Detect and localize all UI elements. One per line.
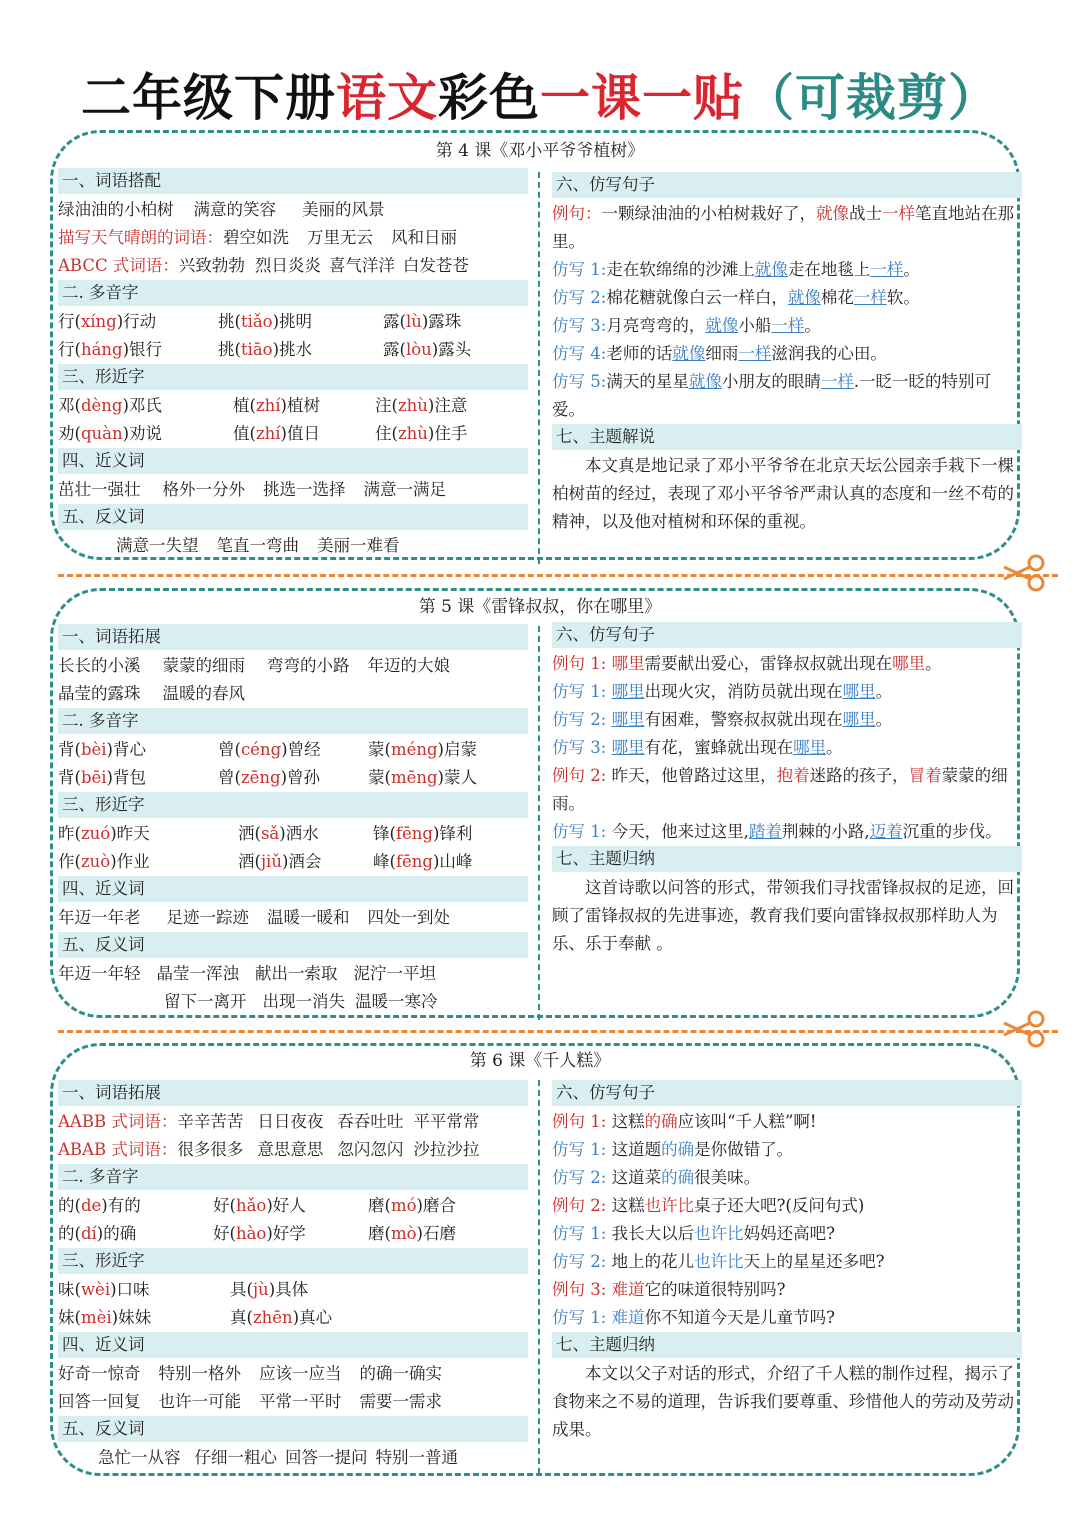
phrase: 辛辛苦苦: [177, 1112, 244, 1131]
section-header: 四、近义词: [58, 876, 528, 902]
polyphone-row: 背(bèi)背心 曾(céng)曾经 蒙(méng)启蒙: [58, 740, 477, 759]
row-label: 描写天气晴朗的词语：: [58, 228, 223, 247]
phrase: 意思意思: [257, 1140, 324, 1159]
section-header: 三、形近字: [58, 1248, 528, 1274]
imitation-sentence: 仿写 3:月亮弯弯的，就像小船一样。: [552, 316, 821, 335]
phrase: 碧空如洗: [223, 228, 289, 247]
column-divider: [538, 172, 540, 564]
section-header: 一、词语拓展: [58, 624, 528, 650]
imitation-sentence: 仿写 1: 这道题的确是你做错了。: [552, 1140, 794, 1159]
similar-char-row: 妹(mèi)妹妹 真(zhēn)真心: [58, 1308, 333, 1327]
phrase: 很多很多: [177, 1140, 244, 1159]
phrase: 蒙蒙的细雨: [162, 656, 245, 675]
phrase: 忽闪忽闪: [337, 1140, 404, 1159]
word-pair: 仔细一粗心: [194, 1448, 277, 1467]
phrase-row: [58, 196, 528, 224]
phrase: 温暖的春风: [162, 684, 245, 703]
section-header: 一、词语搭配: [58, 168, 528, 194]
phrase: 年迈的大娘: [367, 656, 450, 675]
section-header: 三、形近字: [58, 364, 528, 390]
word-pair: 挑选一选择: [263, 480, 346, 499]
similar-char-row: 味(wèi)口味 具(jù)具体: [58, 1280, 309, 1299]
lesson-5-title: 第 5 课《雷锋叔叔，你在哪里》: [418, 597, 662, 617]
lesson-4-title: 第 4 课《邓小平爷爷植树》: [435, 141, 645, 161]
title-part-2: 语文: [336, 69, 438, 127]
phrase: 日日夜夜: [257, 1112, 324, 1131]
title-part-4: 一课一贴: [540, 69, 744, 127]
example-sentence: 例句 3: 难道它的味道很特别吗?: [552, 1280, 786, 1299]
imitation-sentence: 仿写 3: 哪里有花，蜜蜂就出现在哪里。: [552, 738, 843, 757]
example-sentence: 例句：一颗绿油油的小柏树栽好了，就像战士一样笔直地站在那里。: [552, 204, 1014, 251]
section-header: 五、反义词: [58, 1416, 528, 1442]
imitation-sentence: 仿写 1: 今天，他来过这里,踏着荆棘的小路,迈着沉重的步伐。: [552, 822, 1002, 841]
word-pair: 茁壮一强壮: [58, 480, 141, 499]
section-header: 七、主题归纳: [552, 846, 1022, 872]
word-pair: 格外一分外: [162, 480, 245, 499]
phrase: 满意的笑容: [193, 200, 276, 219]
antonym-row: [58, 960, 528, 988]
phrase: 平平常常: [413, 1112, 480, 1131]
theme-paragraph: 这首诗歌以问答的形式，带领我们寻找雷锋叔叔的足迹，回顾了雷锋叔叔的先进事迹，教育我们要向雷锋叔叔那样助人为乐、乐于奉献 。: [552, 878, 1014, 953]
section-header: 六、仿写句子: [552, 622, 1022, 648]
word-pair: 急忙一从容: [98, 1448, 181, 1467]
section-header: 一、词语拓展: [58, 1080, 528, 1106]
section-header: 三、形近字: [58, 792, 528, 818]
section-header: 二. 多音字: [58, 280, 528, 306]
antonym-row: [58, 1444, 528, 1472]
phrase: 沙拉沙拉: [413, 1140, 480, 1159]
similar-char-row: 邓(dèng)邓氏 植(zhí)植树 注(zhù)注意: [58, 396, 468, 415]
section-header: 四、近义词: [58, 1332, 528, 1358]
section-header: 二. 多音字: [58, 708, 528, 734]
similar-char-row: 作(zuò)作业 酒(jiǔ)酒会 峰(fēng)山峰: [58, 852, 473, 871]
phrase: 烈日炎炎: [254, 256, 321, 275]
polyphone-row: 的(de)有的 好(hǎo)好人 磨(mó)磨合: [58, 1196, 456, 1215]
word-pair: 温暖一寒冷: [355, 992, 438, 1011]
synonym-row: [58, 1360, 528, 1388]
lesson-6-title: 第 6 课《千人糕》: [469, 1051, 611, 1071]
theme-paragraph: 本文真是地记录了邓小平爷爷在北京天坛公园亲手栽下一棵柏树苗的经过，表现了邓小平爷爷严肃认真的态度和一丝不苟的精神，以及他对植树和环保的重视。: [552, 456, 1014, 531]
lesson-5-right: [552, 622, 1022, 958]
phrase: 晶莹的露珠: [58, 684, 141, 703]
title-part-5: （可裁剪）: [744, 69, 999, 127]
word-pair: 献出一索取: [255, 964, 338, 983]
polyphone-row: 背(bēi)背包 曾(zēng)曾孙 蒙(mēng)蒙人: [58, 768, 477, 787]
phrase: 兴致勃勃: [178, 256, 245, 275]
word-pair: 泥泞一平坦: [353, 964, 436, 983]
word-pair: 笔直一弯曲: [216, 536, 299, 555]
polyphone-row: 行(xíng)行动 挑(tiǎo)挑明 露(lù)露珠: [58, 312, 462, 331]
row-label: ABCC 式词语：: [58, 256, 179, 275]
column-divider: [538, 626, 540, 1020]
word-pair: 足迹一踪迹: [166, 908, 249, 927]
phrase: 喜气洋洋: [328, 256, 395, 275]
phrase-row: [58, 224, 528, 252]
section-header: 七、主题归纳: [552, 1332, 1022, 1358]
imitation-sentence: 仿写 1: 我长大以后也许比妈妈还高吧?: [552, 1224, 835, 1243]
phrase: 长长的小溪: [58, 656, 141, 675]
word-pair: 特别一普通: [375, 1448, 458, 1467]
imitation-sentence: 仿写 4:老师的话就像细雨一样滋润我的心田。: [552, 344, 887, 363]
antonym-row: [58, 532, 528, 560]
word-pair: 好奇一惊奇: [58, 1364, 141, 1383]
cut-line: [58, 1030, 1058, 1033]
polyphone-row: 行(háng)银行 挑(tiāo)挑水 露(lòu)露头: [58, 340, 472, 359]
word-pair: 满意一失望: [116, 536, 199, 555]
word-pair: 需要一需求: [359, 1392, 442, 1411]
imitation-sentence: 仿写 2: 哪里有困难，警察叔叔就出现在哪里。: [552, 710, 893, 729]
imitation-sentence: 仿写 2: 这道菜的确很美味。: [552, 1168, 761, 1187]
section-header: 五、反义词: [58, 932, 528, 958]
lesson-4-left: [58, 168, 528, 560]
similar-char-row: 昨(zuó)昨天 洒(sǎ)洒水 锋(fēng)锋利: [58, 824, 473, 843]
synonym-row: [58, 476, 528, 504]
word-pair: 晶莹一浑浊: [156, 964, 239, 983]
phrase-row: [58, 652, 528, 680]
word-pair: 温暖一暖和: [267, 908, 350, 927]
similar-char-row: 劝(quàn)劝说 值(zhí)值日 住(zhù)住手: [58, 424, 468, 443]
section-header: 六、仿写句子: [552, 172, 1022, 198]
example-sentence: 例句 2: 昨天，他曾路过这里，抱着迷路的孩子，冒着蒙蒙的细雨。: [552, 766, 1008, 813]
section-header: 六、仿写句子: [552, 1080, 1022, 1106]
word-pair: 出现一消失: [262, 992, 345, 1011]
title-part-1: 二年级下册: [81, 69, 336, 127]
theme-paragraph: 本文以父子对话的形式，介绍了千人糕的制作过程，揭示了食物来之不易的道理，告诉我们要尊重、珍惜他人的劳动及劳动成果。: [552, 1364, 1014, 1439]
phrase: 风和日丽: [391, 228, 457, 247]
word-pair: 留下一离开: [164, 992, 247, 1011]
lesson-4-right: [552, 172, 1022, 536]
cut-line: [58, 574, 1058, 577]
word-pair: 美丽一难看: [317, 536, 400, 555]
phrase-row: [58, 680, 528, 708]
word-pair: 特别一格外: [158, 1364, 241, 1383]
lesson-6-left: [58, 1080, 528, 1472]
word-pair: 的确一确实: [359, 1364, 442, 1383]
lesson-6-right: [552, 1080, 1022, 1444]
imitation-sentence: 仿写 1: 难道你不知道今天是儿童节吗?: [552, 1308, 835, 1327]
section-header: 四、近义词: [58, 448, 528, 474]
phrase: 美丽的风景: [302, 200, 385, 219]
phrase: 绿油油的小柏树: [58, 200, 174, 219]
imitation-sentence: 仿写 1:走在软绵绵的沙滩上就像走在地毯上一样。: [552, 260, 920, 279]
phrase-row: ABAB 式词语：很多很多 意思意思 忽闪忽闪 沙拉沙拉: [58, 1136, 528, 1164]
lesson-5-left: [58, 624, 528, 1016]
column-divider: [538, 1080, 540, 1474]
word-pair: 四处一到处: [367, 908, 450, 927]
example-sentence: 例句 2: 这糕也许比桌子还大吧?(反问句式): [552, 1196, 865, 1215]
word-pair: 回答一回复: [58, 1392, 141, 1411]
word-pair: 平常一平时: [259, 1392, 342, 1411]
phrase: 白发苍苍: [402, 256, 469, 275]
word-pair: 年迈一年轻: [58, 964, 141, 983]
section-header: 七、主题解说: [552, 424, 1022, 450]
scissors-icon: [1000, 553, 1048, 593]
synonym-row: [58, 904, 528, 932]
imitation-sentence: 仿写 2: 地上的花儿也许比天上的星星还多吧?: [552, 1252, 885, 1271]
word-pair: 应该一应当: [259, 1364, 342, 1383]
word-pair: 满意一满足: [363, 480, 446, 499]
word-pair: 回答一提问: [285, 1448, 368, 1467]
phrase: 弯弯的小路: [267, 656, 350, 675]
title-part-3: 彩色: [438, 69, 540, 127]
word-pair: 年迈一年老: [58, 908, 141, 927]
phrase-row: AABB 式词语：辛辛苦苦 日日夜夜 吞吞吐吐 平平常常: [58, 1108, 528, 1136]
phrase: 吞吞吐吐: [337, 1112, 404, 1131]
phrase: 万里无云: [307, 228, 373, 247]
example-sentence: 例句 1: 哪里需要献出爱心，雷锋叔叔就出现在哪里。: [552, 654, 942, 673]
polyphone-row: 的(dí)的确 好(hào)好学 磨(mò)石磨: [58, 1224, 456, 1243]
antonym-row: [58, 988, 528, 1016]
phrase-row: [58, 252, 528, 280]
imitation-sentence: 仿写 2:棉花糖就像白云一样白，就像棉花一样软。: [552, 288, 920, 307]
imitation-sentence: 仿写 5:满天的星星就像小朋友的眼睛一样.一眨一眨的特别可爱。: [552, 372, 992, 419]
section-header: 二. 多音字: [58, 1164, 528, 1190]
scissors-icon: [1000, 1009, 1048, 1049]
synonym-row: [58, 1388, 528, 1416]
page-title: [0, 58, 1080, 138]
example-sentence: 例句 1: 这糕的确应该叫“千人糕”啊!: [552, 1112, 817, 1131]
word-pair: 也许一可能: [158, 1392, 241, 1411]
section-header: 五、反义词: [58, 504, 528, 530]
imitation-sentence: 仿写 1: 哪里出现火灾，消防员就出现在哪里。: [552, 682, 893, 701]
